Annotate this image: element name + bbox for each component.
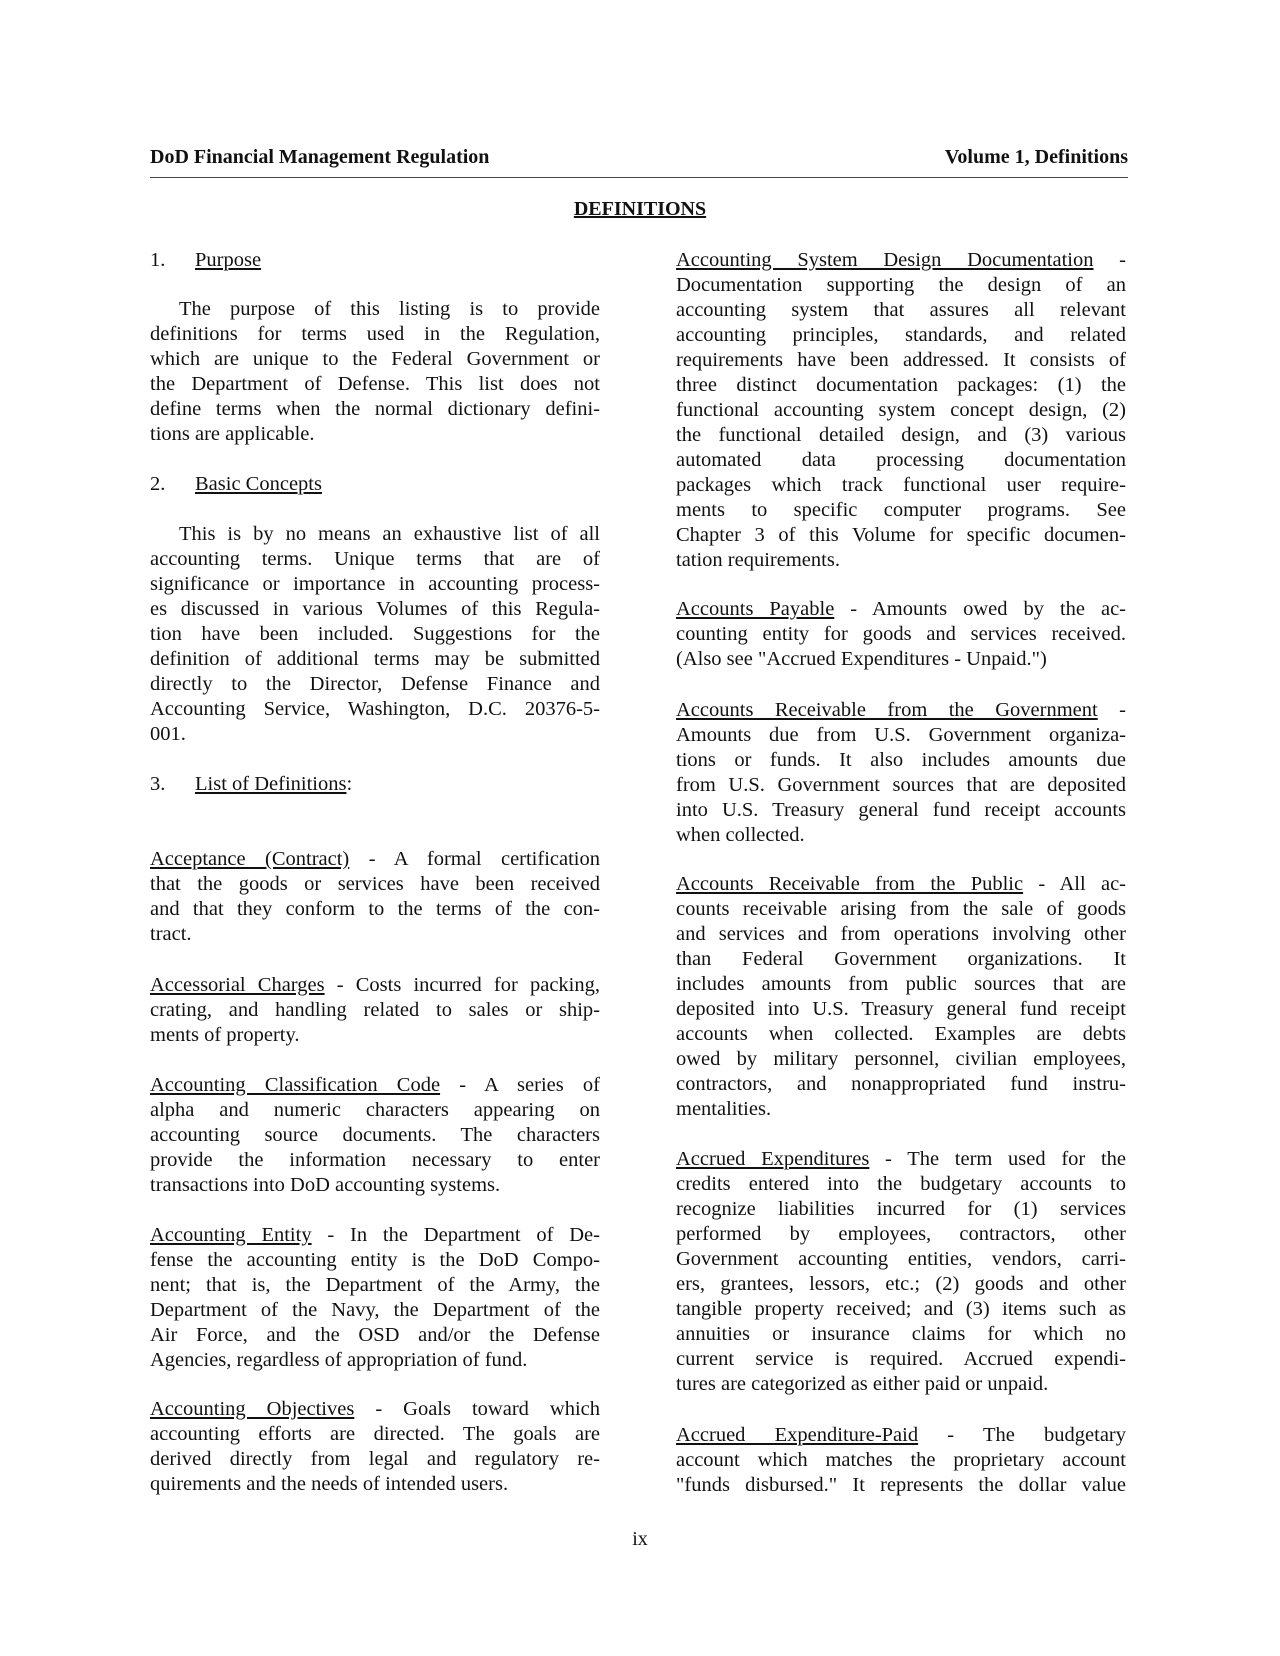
text-line: tions or funds. It also includes amounts due	[676, 749, 1126, 771]
definition-entry	[150, 847, 600, 947]
definition-term: Accrued Expenditures	[676, 1148, 870, 1170]
text-line: contractors, and nonappropriated fund instru-	[676, 1073, 1126, 1095]
page-title: DEFINITIONS	[573, 198, 707, 220]
definition-first-line	[150, 1397, 600, 1422]
text-line: Amounts due from U.S. Government organiza-	[676, 724, 1126, 746]
text-line: ers, grantees, lessors, etc.; (2) goods and other	[676, 1273, 1126, 1295]
text-line: This is by no means an exhaustive list of all	[179, 523, 600, 545]
definition-entry	[150, 1397, 600, 1497]
definition-term: Accounting Entity	[150, 1224, 312, 1246]
definition-text: - A series of	[440, 1074, 600, 1096]
text-line: when collected.	[676, 824, 805, 846]
text-line: es discussed in various Volumes of this Regula-	[150, 598, 600, 620]
text-line: counts receivable arising from the sale of goods	[676, 898, 1126, 920]
text-line: packages which track functional user require-	[676, 474, 1126, 496]
text-line: accounting source documents. The characters	[150, 1124, 600, 1146]
definition-first-line	[676, 1423, 1126, 1448]
definition-text: - A formal certification	[349, 848, 600, 870]
text-line: counting entity for goods and services received.	[676, 623, 1126, 645]
definition-first-line	[676, 597, 1126, 622]
section-suffix: :	[346, 773, 353, 795]
text-line: and services and from operations involving other	[676, 923, 1126, 945]
definition-text: -	[1093, 249, 1126, 271]
text-line: performed by employees, contractors, other	[676, 1223, 1126, 1245]
text-line: Government accounting entities, vendors, carri-	[676, 1248, 1126, 1270]
definition-first-line	[676, 872, 1126, 897]
text-line: accounting principles, standards, and related	[676, 324, 1126, 346]
text-line: into U.S. Treasury general fund receipt accounts	[676, 799, 1126, 821]
definition-first-line	[150, 1223, 600, 1248]
definition-text: - In the Department of De-	[311, 1224, 600, 1246]
section-heading-list	[150, 772, 600, 797]
running-header-volume: Volume 1, Definitions	[944, 146, 1128, 168]
text-line: current service is required. Accrued expendi-	[676, 1348, 1126, 1370]
text-line: from U.S. Government sources that are deposited	[676, 774, 1126, 796]
definition-first-line	[150, 1073, 600, 1098]
definition-text: -	[1097, 699, 1126, 721]
text-line: recognize liabilities incurred for (1) services	[676, 1198, 1126, 1220]
text-line: accounts when collected. Examples are debts	[676, 1023, 1126, 1045]
text-line: (Also see "Accrued Expenditures - Unpaid.")	[676, 648, 1047, 670]
definition-entry	[676, 248, 1126, 573]
text-line: tion have been included. Suggestions for the	[150, 623, 600, 645]
text-line: 001.	[150, 723, 186, 745]
text-line: definitions for terms used in the Regulation,	[150, 323, 600, 345]
definition-entry	[676, 872, 1126, 1122]
definition-text: - Goals toward which	[354, 1398, 600, 1420]
text-line: definition of additional terms may be submitted	[150, 648, 600, 670]
definition-first-line	[150, 847, 600, 872]
definition-entry	[676, 698, 1126, 848]
section-number: 1.	[150, 249, 166, 271]
definition-entry	[150, 1223, 600, 1373]
text-line: Department of the Navy, the Department of the	[150, 1299, 600, 1321]
text-line: Documentation supporting the design of an	[676, 274, 1126, 296]
section-heading: Basic Concepts	[195, 473, 322, 495]
text-line: "funds disbursed." It represents the dollar value	[676, 1474, 1126, 1496]
definition-first-line	[676, 248, 1126, 273]
definition-text: - The budgetary	[918, 1424, 1126, 1446]
text-line: quirements and the needs of intended users.	[150, 1473, 509, 1495]
definition-text: - All ac-	[1023, 873, 1126, 895]
text-line: crating, and handling related to sales or ship-	[150, 999, 600, 1021]
text-line: significance or importance in accounting process-	[150, 573, 600, 595]
text-line: tract.	[150, 923, 192, 945]
text-line: owed by military personnel, civilian employees,	[676, 1048, 1126, 1070]
section-heading: Purpose	[195, 249, 262, 271]
definition-term: Accessorial Charges	[150, 974, 325, 996]
text-line: functional accounting system concept design, (2)	[676, 399, 1126, 421]
section-number: 3.	[150, 773, 166, 795]
definition-entry	[150, 1073, 600, 1198]
definition-text: - Costs incurred for packing,	[324, 974, 600, 996]
text-line: the functional detailed design, and (3) various	[676, 424, 1126, 446]
definition-term: Accrued Expenditure-Paid	[676, 1424, 919, 1446]
definition-term: Accounting Classification Code	[150, 1074, 441, 1096]
text-line: transactions into DoD accounting systems.	[150, 1174, 501, 1196]
text-line: ments to specific computer programs. See	[676, 499, 1126, 521]
definition-term: Accounting System Design Documentation	[676, 249, 1094, 271]
section-heading: List of Definitions	[195, 773, 347, 795]
text-line: accounting system that assures all relevant	[676, 299, 1126, 321]
text-line: accounting terms. Unique terms that are of	[150, 548, 600, 570]
text-line: and that they conform to the terms of the con-	[150, 898, 600, 920]
definition-term: Accounting Objectives	[150, 1398, 355, 1420]
definition-term: Accounts Receivable from the Government	[676, 699, 1098, 721]
definition-entry	[150, 973, 600, 1048]
section-heading-purpose	[150, 248, 600, 273]
text-line: than Federal Government organizations. It	[676, 948, 1126, 970]
header-rule	[150, 177, 1128, 178]
definition-text: - The term used for the	[869, 1148, 1127, 1170]
text-line: which are unique to the Federal Government or	[150, 348, 600, 370]
text-line: alpha and numeric characters appearing on	[150, 1099, 600, 1121]
basic-concepts-paragraph	[150, 522, 600, 747]
definition-term: Acceptance (Contract)	[150, 848, 350, 870]
text-line: Air Force, and the OSD and/or the Defense	[150, 1324, 600, 1346]
definition-entry	[676, 597, 1126, 672]
section-heading-basic-concepts	[150, 472, 600, 497]
text-line: account which matches the proprietary account	[676, 1449, 1126, 1471]
text-line: Agencies, regardless of appropriation of fund.	[150, 1349, 528, 1371]
text-line: tures are categorized as either paid or unpaid.	[676, 1373, 1049, 1395]
text-line: credits entered into the budgetary accounts to	[676, 1173, 1126, 1195]
text-line: mentalities.	[676, 1098, 772, 1120]
definition-text: - Amounts owed by the ac-	[834, 598, 1126, 620]
text-line: automated data processing documentation	[676, 449, 1126, 471]
text-line: tangible property received; and (3) items such as	[676, 1298, 1126, 1320]
text-line: tation requirements.	[676, 549, 840, 571]
text-line: deposited into U.S. Treasury general fund receipt	[676, 998, 1126, 1020]
text-line: three distinct documentation packages: (1) the	[676, 374, 1126, 396]
text-line: requirements have been addressed. It consists of	[676, 349, 1126, 371]
text-line: that the goods or services have been received	[150, 873, 600, 895]
definition-entry	[676, 1423, 1126, 1498]
definition-first-line	[676, 698, 1126, 723]
text-line: directly to the Director, Defense Finance and	[150, 673, 600, 695]
text-line: tions are applicable.	[150, 423, 315, 445]
text-line: the Department of Defense. This list does not	[150, 373, 600, 395]
page-number: ix	[632, 1528, 648, 1550]
purpose-paragraph	[150, 297, 600, 447]
text-line: The purpose of this listing is to provide	[179, 298, 600, 320]
definition-entry	[676, 1147, 1126, 1397]
definition-first-line	[150, 973, 600, 998]
definition-term: Accounts Receivable from the Public	[676, 873, 1024, 895]
text-line: ments of property.	[150, 1024, 300, 1046]
running-header-title: DoD Financial Management Regulation	[150, 146, 490, 168]
text-line: Accounting Service, Washington, D.C. 20376-5-	[150, 698, 600, 720]
text-line: annuities or insurance claims for which no	[676, 1323, 1126, 1345]
text-line: includes amounts from public sources that are	[676, 973, 1126, 995]
text-line: define terms when the normal dictionary defini-	[150, 398, 600, 420]
definition-first-line	[676, 1147, 1126, 1172]
text-line: derived directly from legal and regulatory re-	[150, 1448, 600, 1470]
definition-term: Accounts Payable	[676, 598, 835, 620]
text-line: Chapter 3 of this Volume for specific documen-	[676, 524, 1126, 546]
text-line: fense the accounting entity is the DoD Compo-	[150, 1249, 600, 1271]
text-line: nent; that is, the Department of the Army, the	[150, 1274, 600, 1296]
text-line: accounting efforts are directed. The goals are	[150, 1423, 600, 1445]
section-number: 2.	[150, 473, 166, 495]
text-line: provide the information necessary to enter	[150, 1149, 600, 1171]
